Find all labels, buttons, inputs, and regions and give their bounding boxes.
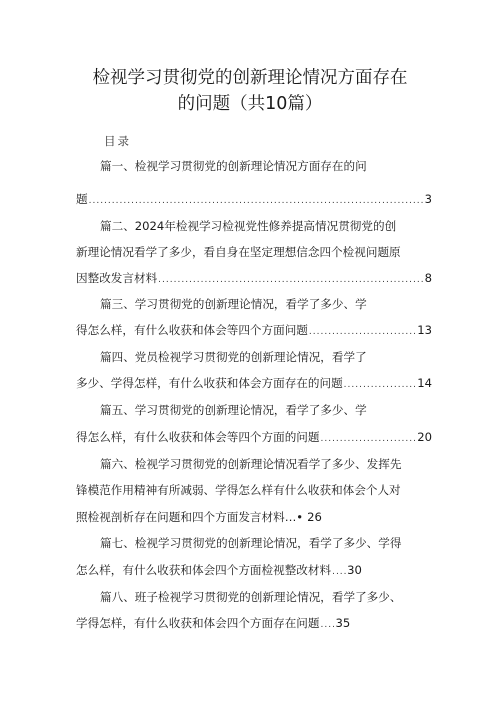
toc-entry-4-line-1[interactable]: 篇四、党员检视学习贯彻党的创新理论情况，看学了 — [100, 350, 367, 364]
toc-heading: 目录 — [104, 134, 131, 148]
document-title-line-1: 检视学习贯彻党的创新理论情况方面存在 — [92, 68, 408, 88]
dot-leader — [332, 566, 346, 578]
dot-leader — [89, 195, 424, 207]
toc-entry-6-line-2[interactable]: 锋模范作用精神有所减弱、学得怎么样有什么收获和体会个人对 — [76, 483, 401, 497]
toc-entry-3-tail: 得怎么样，有什么收获和体会等四个方面问题 — [76, 323, 308, 337]
toc-entry-2-page: 8 — [424, 271, 432, 285]
toc-entry-4-line-2[interactable] — [76, 375, 432, 391]
toc-entry-6-line-3[interactable] — [76, 509, 432, 525]
toc-entry-6-tail: 照检视剖析存在问题和四个方面发言材料…• — [76, 510, 304, 524]
toc-entry-2-line-2[interactable]: 新理论情况看学了多少，看自身在坚定理想信念四个检视问题原 — [76, 245, 401, 259]
toc-entry-5-line-2[interactable] — [76, 429, 432, 445]
toc-entry-5-tail: 得怎么样，有什么收获和体会等四个方面的问题 — [76, 430, 320, 444]
toc-entry-8-line-2[interactable] — [76, 615, 432, 631]
toc-entry-1-line-1[interactable]: 篇一、检视学习贯彻党的创新理论情况方面存在的问 — [100, 159, 367, 173]
toc-entry-2-tail: 因整改发言材料 — [76, 271, 158, 285]
toc-entry-7-tail: 怎么样，有什么收获和体会四个方面检视整改材料 — [76, 563, 332, 577]
dot-leader — [320, 619, 334, 631]
toc-entry-7-page: 30 — [347, 563, 362, 577]
document-title-line-2: 的问题（共10篇） — [177, 94, 323, 114]
toc-entry-1-tail: 题 — [76, 192, 88, 206]
dot-leader — [320, 433, 416, 445]
toc-entry-2-line-1[interactable]: 篇二、2024年检视学习检视党性修养提高情况贯彻党的创 — [100, 219, 397, 233]
toc-entry-1-page: 3 — [424, 192, 432, 206]
dot-leader — [309, 326, 416, 338]
toc-entry-8-tail: 学得怎样，有什么收获和体会四个方面存在问题 — [76, 616, 320, 630]
toc-entry-4-tail: 多少、学得怎样，有什么收获和体会方面存在的问题 — [76, 376, 343, 390]
toc-entry-4-page: 14 — [417, 376, 432, 390]
toc-entry-7-line-2[interactable] — [76, 562, 432, 578]
dot-leader — [158, 274, 423, 286]
toc-entry-3-page: 13 — [417, 323, 432, 337]
toc-entry-2-line-3[interactable] — [76, 270, 432, 286]
toc-entry-3-line-1[interactable]: 篇三、学习贯彻党的创新理论情况，看学了多少、学 — [100, 297, 367, 311]
toc-entry-8-line-1[interactable]: 篇八、班子检视学习贯彻党的创新理论情况，看学了多少、 — [100, 590, 402, 604]
toc-entry-3-line-2[interactable] — [76, 322, 432, 338]
toc-entry-5-page: 20 — [417, 430, 432, 444]
toc-entry-1-line-2[interactable] — [76, 191, 432, 207]
dot-leader — [344, 379, 417, 391]
toc-entry-6-line-1[interactable]: 篇六、检视学习贯彻党的创新理论情况看学了多少、发挥先 — [100, 457, 402, 471]
toc-entry-8-page: 35 — [335, 616, 351, 630]
toc-entry-5-line-1[interactable]: 篇五、学习贯彻党的创新理论情况，看学了多少、学 — [100, 403, 367, 417]
toc-entry-6-page: 26 — [307, 510, 322, 524]
toc-entry-7-line-1[interactable]: 篇七、检视学习贯彻党的创新理论情况，看学了多少、学得 — [100, 536, 402, 550]
